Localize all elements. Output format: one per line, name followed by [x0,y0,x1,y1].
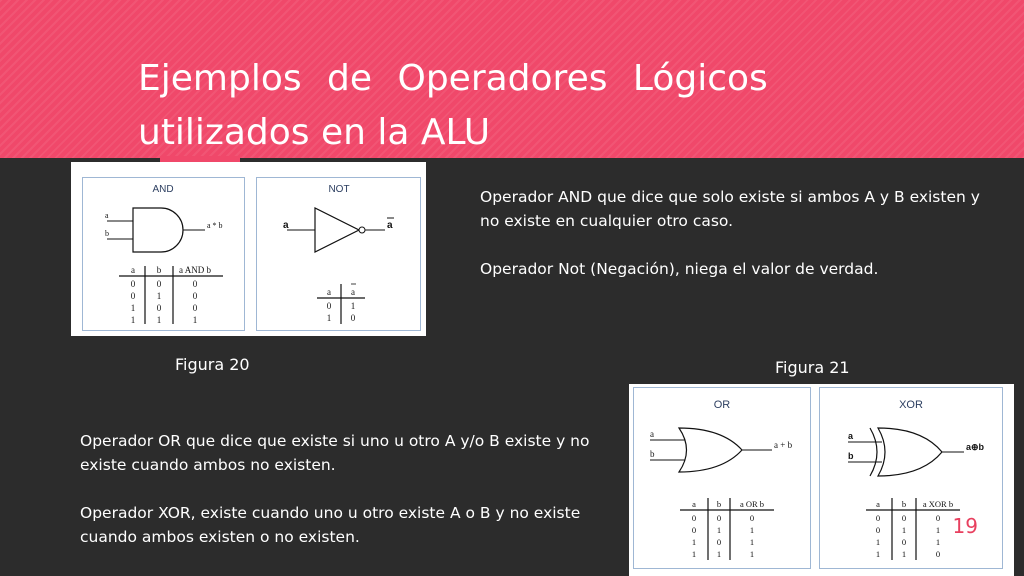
not-description: Operador Not (Negación), niega el valor de verdad. [480,260,879,278]
or-gate-diagram [634,388,810,568]
figure-21-caption: Figura 21 [775,358,850,377]
table-header-cell: b [716,499,722,509]
table-cell: 1 [350,301,356,311]
table-cell: 1 [935,537,941,547]
and-input-a: a [105,211,109,220]
table-cell: 0 [350,313,356,323]
not-gate-symbol [315,208,359,252]
table-cell: 0 [875,513,881,523]
not-input-a: a [283,220,289,231]
and-output-label: a * b [207,221,223,230]
not-bubble [359,227,365,233]
table-cell: 0 [192,279,198,289]
or-gate-symbol [679,428,742,472]
xor-input-a: a [848,431,854,441]
and-truth-table [131,265,212,325]
table-cell: 1 [749,537,755,547]
or-title: OR [713,399,731,411]
or-xor-description [80,429,610,549]
table-header-cell: a [876,499,880,509]
table-cell: 1 [749,525,755,535]
or-input-b: b [650,449,655,459]
table-cell: 0 [156,279,162,289]
table-cell: 1 [691,549,697,559]
xor-back-curve [870,428,877,476]
title-line-2: utilizados en la ALU [138,112,491,153]
table-cell: 0 [691,525,697,535]
table-cell: 0 [749,513,755,523]
table-header-cell: a AND b [179,265,211,275]
title-banner [0,0,1024,158]
page-number: 19 [952,514,978,538]
table-cell: 1 [130,303,136,313]
or-description: Operador OR que dice que existe si uno u otro A y/o B existe y no existe cuando ambos no existen. [80,432,590,474]
and-description: Operador AND que dice que solo existe si ambos A y B existen y no existe en cualquier otro caso. [480,188,980,230]
table-cell: 0 [875,525,881,535]
table-cell: 0 [935,513,941,523]
table-header-cell: b [156,265,162,275]
table-header-cell: a [131,265,135,275]
table-header-cell: a OR b [739,499,765,509]
table-cell: 0 [901,513,907,523]
table-cell: 1 [130,315,136,325]
table-cell: 0 [901,537,907,547]
and-gate-diagram [83,178,244,330]
and-not-description [480,185,1000,281]
table-cell: 0 [130,279,136,289]
and-gate-figure [82,177,245,331]
figure-21-panel [629,384,1014,576]
xor-gate-figure [819,387,1003,569]
table-cell: 1 [716,549,722,559]
figure-20-panel [71,162,426,336]
table-cell: 1 [326,313,332,323]
table-cell: 1 [875,549,881,559]
xor-gate-diagram [820,388,1002,568]
or-gate-figure [633,387,811,569]
table-cell: 1 [156,315,162,325]
or-truth-table [692,499,764,559]
xor-gate-symbol [878,428,942,476]
xor-truth-table [876,499,953,559]
and-gate-symbol [133,208,183,252]
title-line-1: Ejemplos de Operadores Lógicos [138,58,768,99]
table-cell: 0 [935,549,941,559]
xor-description: Operador XOR, existe cuando uno u otro existe A o B y no existe cuando ambos existen o no existen. [80,504,581,546]
table-cell: 0 [716,537,722,547]
table-cell: 1 [156,291,162,301]
table-cell: 1 [749,549,755,559]
not-gate-figure [256,177,421,331]
xor-output-label: a⊕b [966,442,985,452]
table-cell: 0 [716,513,722,523]
table-cell: 0 [192,303,198,313]
table-cell: 1 [875,537,881,547]
table-header-cell: a XOR b [922,499,954,509]
xor-title: XOR [899,399,923,411]
table-header-cell: b [901,499,907,509]
table-header-cell: a [692,499,696,509]
table-cell: 0 [691,513,697,523]
table-cell: 1 [691,537,697,547]
table-cell: 0 [156,303,162,313]
not-gate-diagram [257,178,420,330]
table-cell: 1 [716,525,722,535]
figure-20-caption: Figura 20 [175,355,250,374]
table-header-cell: a [351,287,355,297]
table-cell: 1 [192,315,198,325]
table-cell: 0 [192,291,198,301]
table-cell: 1 [901,549,907,559]
and-input-b: b [105,229,109,238]
and-title: AND [152,184,174,195]
table-cell: 1 [901,525,907,535]
or-output-label: a + b [774,440,793,450]
table-cell: 0 [326,301,332,311]
table-cell: 1 [935,525,941,535]
table-cell: 0 [130,291,136,301]
not-title: NOT [328,184,350,195]
xor-input-b: b [848,451,854,461]
or-input-a: a [650,429,654,439]
table-header-cell: a [327,287,331,297]
slide-title [138,52,958,160]
not-output-label: a [387,220,393,231]
